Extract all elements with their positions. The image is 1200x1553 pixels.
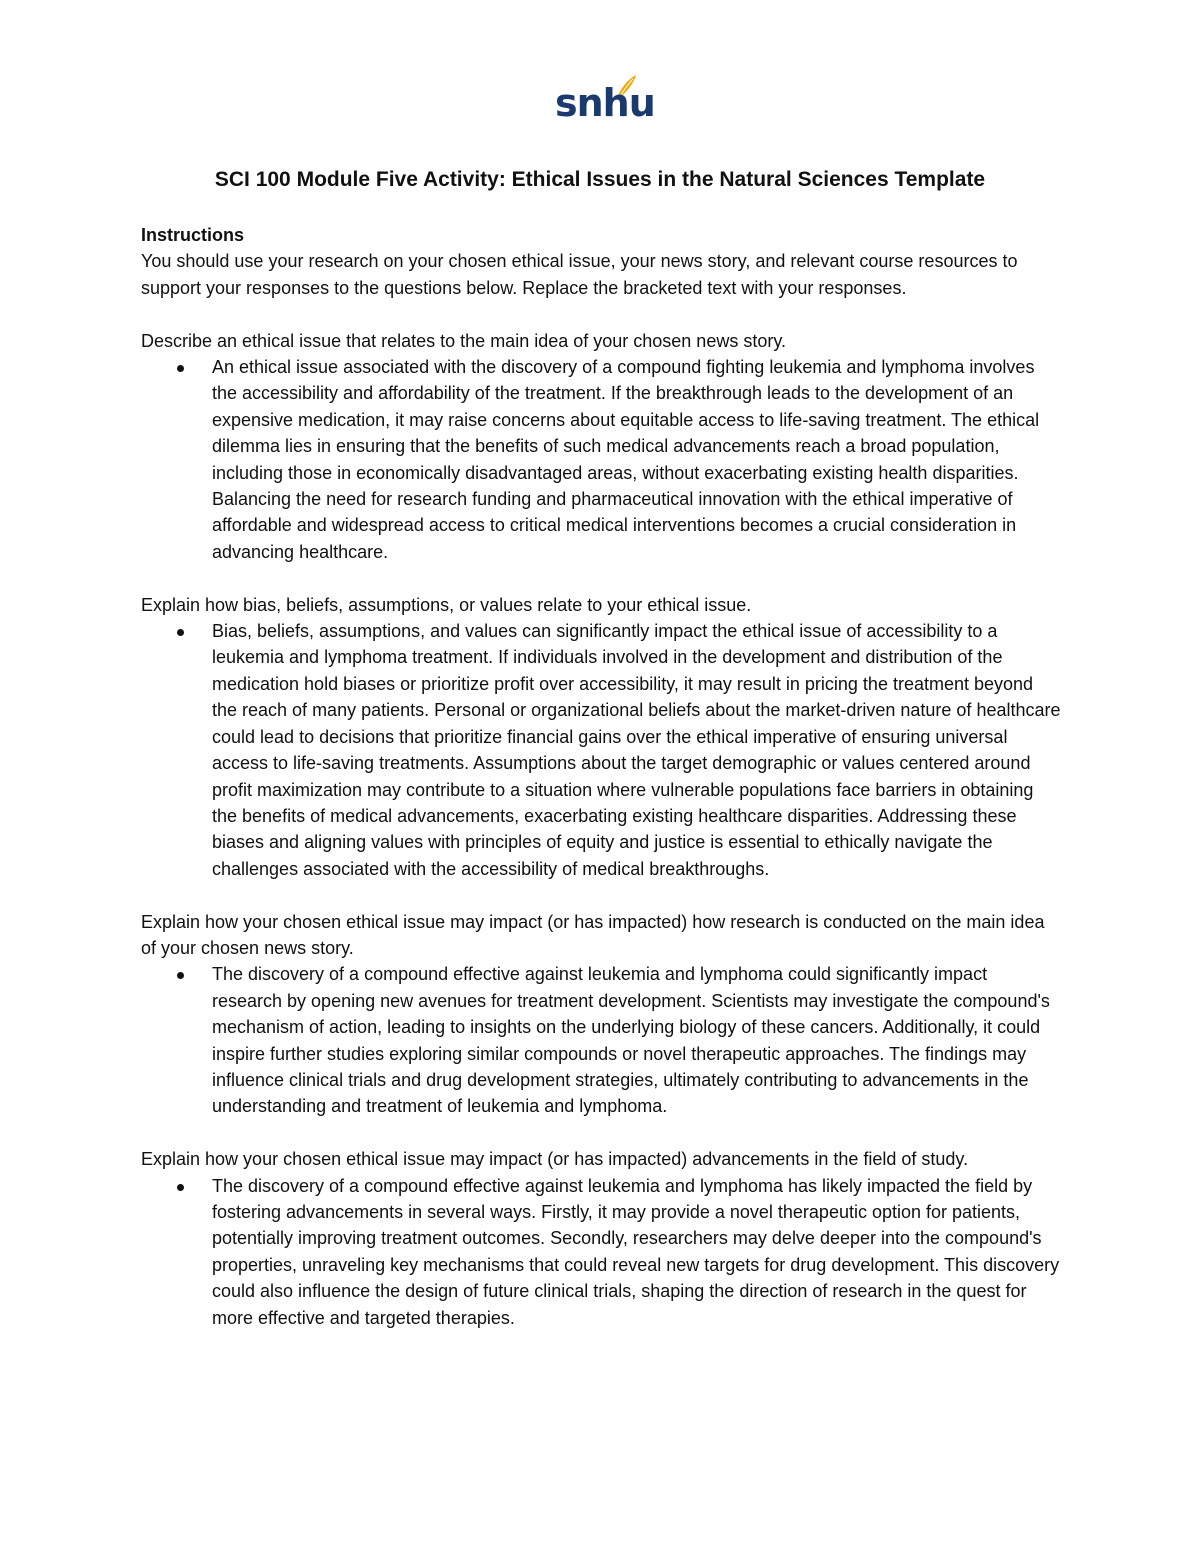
document-body	[141, 222, 1061, 1331]
instructions-heading: Instructions	[141, 225, 245, 245]
bullet-icon	[177, 629, 184, 636]
answer-4	[141, 1173, 1061, 1331]
page-title: SCI 100 Module Five Activity: Ethical Issues in the Natural Sciences Template	[214, 168, 986, 191]
question-3: Explain how your chosen ethical issue may impact (or has impacted) how research is conducted on the main idea of your chosen news story.	[141, 911, 1045, 958]
answer-4-text: The discovery of a compound effective against leukemia and lymphoma has likely impacted the field by fostering advancements in several ways. Firstly, it may provide a novel therapeutic option for patients, potentially improving treatment outcomes. Secondly, researchers may delve deeper into the compound's properties, unraveling key mechanisms that could reveal new targets for drug development. This discovery could also influence the design of future clinical trials, shaping the direction of research in the quest for more effective and targeted therapies.	[212, 1175, 1060, 1328]
question-2: Explain how bias, beliefs, assumptions, or values relate to your ethical issue.	[141, 594, 752, 615]
answer-2	[141, 618, 1061, 882]
answer-3-text: The discovery of a compound effective against leukemia and lymphoma could significantly impact research by opening new avenues for treatment development. Scientists may investigate the compound's mechanism of action, leading to insights on the underlying biology of these cancers. Additionally, it could inspire further studies exploring similar compounds or novel therapeutic approaches. The findings may influence clinical trials and drug development strategies, ultimately contributing to advancements in the understanding and treatment of leukemia and lymphoma.	[212, 964, 1050, 1117]
answer-1	[141, 354, 1061, 565]
snhu-logo	[555, 74, 655, 132]
bullet-icon	[177, 1184, 184, 1191]
question-1: Describe an ethical issue that relates to the main idea of your chosen news story.	[141, 330, 787, 351]
bullet-icon	[177, 972, 184, 979]
question-4: Explain how your chosen ethical issue may impact (or has impacted) advancements in the field of study.	[141, 1149, 969, 1170]
answer-2-text: Bias, beliefs, assumptions, and values can significantly impact the ethical issue of accessibility to a leukemia and lymphoma treatment. If individuals involved in the development and distribution of the medication hold biases or prioritize profit over accessibility, it may result in pricing the treatment beyond the reach of many patients. Personal or organizational beliefs about the market-driven nature of healthcare could lead to decisions that prioritize financial gains over the ethical imperative of ensuring universal access to life-saving treatments. Assumptions about the target demographic or values centered around profit maximization may contribute to a situation where vulnerable populations face barriers in obtaining the benefits of medical advancements, exacerbating existing healthcare disparities. Addressing these biases and aligning values with principles of equity and justice is essential to ethically navigate the challenges associated with the accessibility of medical breakthroughs.	[212, 621, 1061, 879]
answer-3	[141, 961, 1061, 1119]
bullet-icon	[177, 365, 184, 372]
answer-1-text: An ethical issue associated with the discovery of a compound fighting leukemia and lymphoma involves the accessibility and affordability of the treatment. If the breakthrough leads to the development of an expensive medication, it may raise concerns about equitable access to life-saving treatment. The ethical dilemma lies in ensuring that the benefits of such medical advancements reach a broad population, including those in economically disadvantaged areas, without exacerbating existing health disparities. Balancing the need for research funding and pharmaceutical innovation with the ethical imperative of affordable and widespread access to critical medical interventions becomes a crucial consideration in advancing healthcare.	[212, 357, 1040, 562]
logo-text: snhu	[555, 81, 655, 125]
instructions-text: You should use your research on your chosen ethical issue, your news story, and relevant course resources to support your responses to the questions below. Replace the bracketed text with your responses.	[141, 251, 1018, 298]
